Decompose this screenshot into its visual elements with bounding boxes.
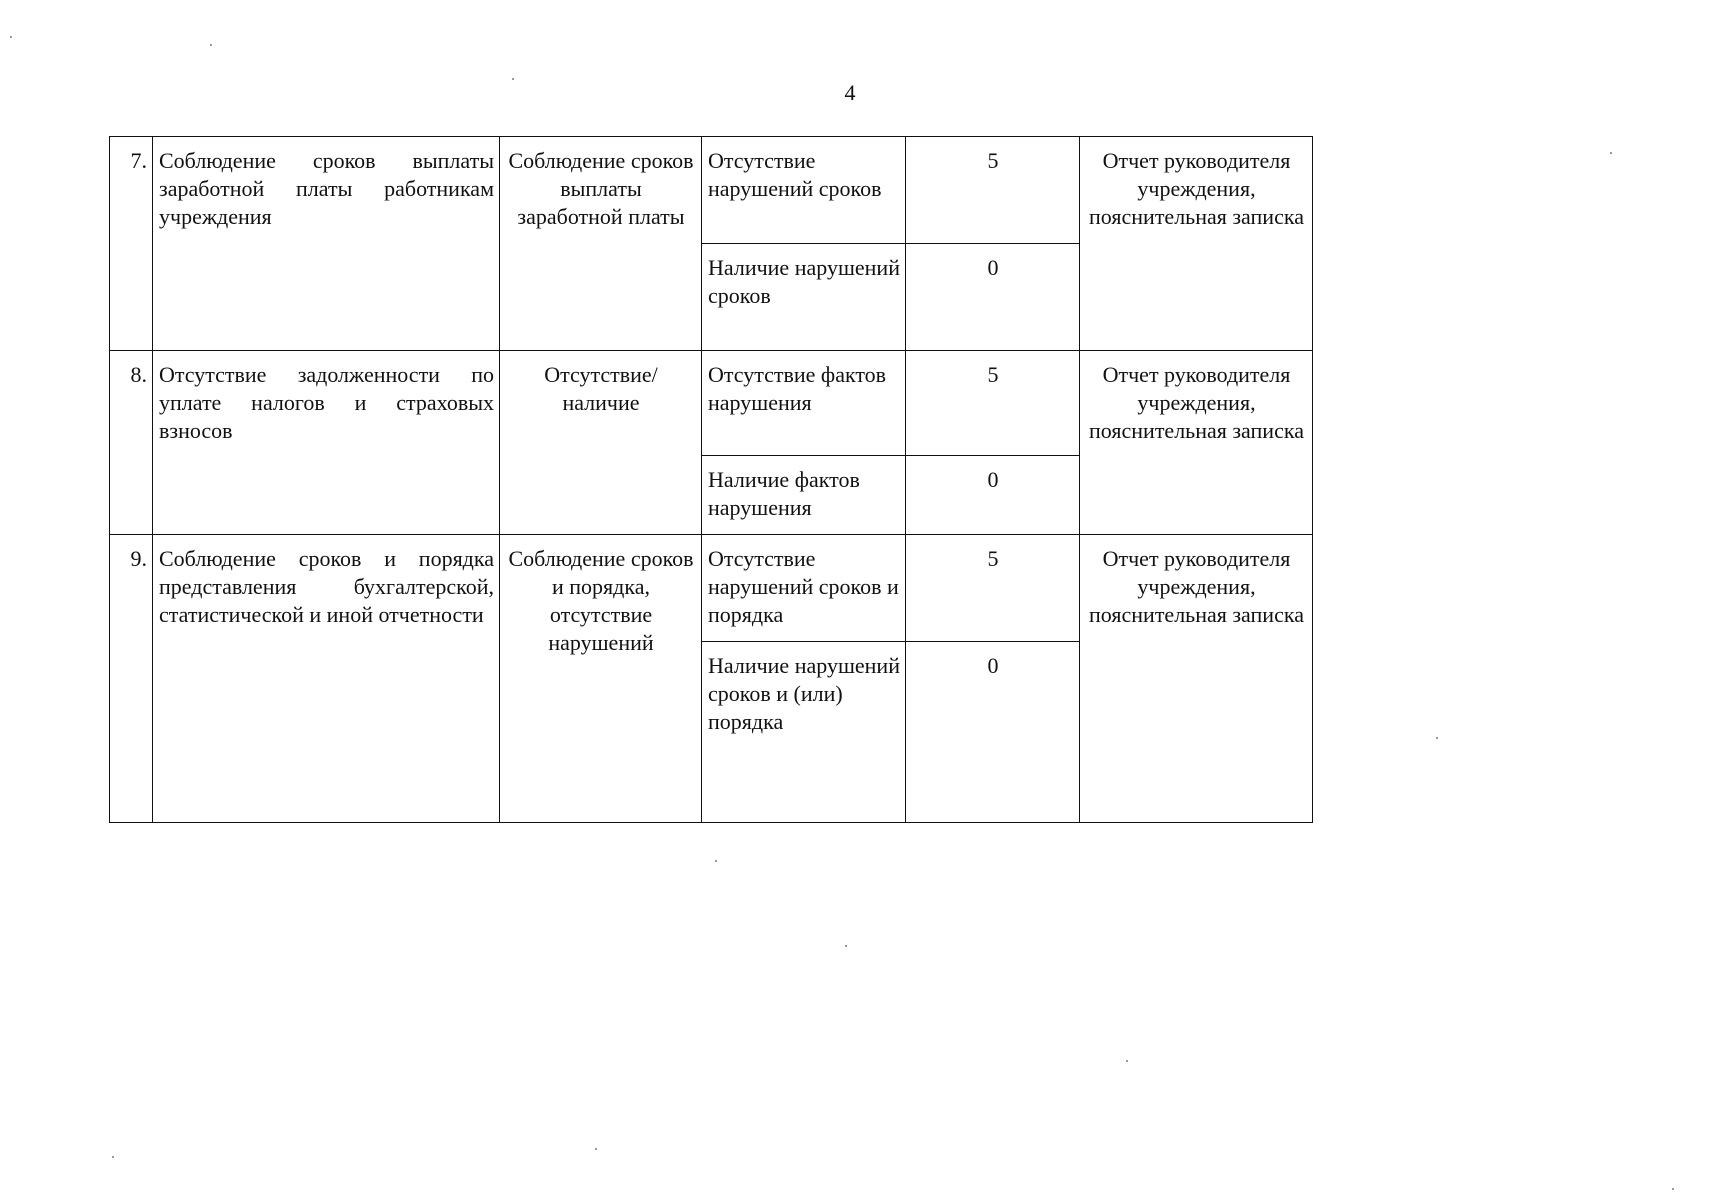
- criterion-cell: Соблюдение сроков и порядка, отсутствие нарушений: [500, 535, 702, 823]
- table-row: [110, 137, 1313, 244]
- indicator-cell: Соблюдение сроков выплаты заработной платы работникам учреждения: [153, 137, 500, 351]
- score-cell: 5: [906, 351, 1080, 456]
- row-number: 7.: [110, 137, 153, 351]
- source-cell: Отчет руководителя учреждения, пояснительная записка: [1080, 535, 1313, 823]
- scan-speck: [1610, 152, 1612, 154]
- scan-speck: [845, 945, 847, 947]
- condition-cell: Наличие фактов нарушения: [702, 456, 906, 535]
- scan-speck: [715, 860, 717, 862]
- scan-speck: [595, 1148, 597, 1150]
- criterion-cell: Соблюдение сроков выплаты заработной платы: [500, 137, 702, 351]
- scan-speck: [10, 36, 12, 38]
- score-cell: 5: [906, 137, 1080, 244]
- condition-cell: Отсутствие нарушений сроков: [702, 137, 906, 244]
- score-cell: 5: [906, 535, 1080, 642]
- scan-speck: [512, 78, 514, 80]
- condition-cell: Наличие нарушений сроков и (или) порядка: [702, 642, 906, 823]
- source-cell: Отчет руководителя учреждения, пояснительная записка: [1080, 137, 1313, 351]
- score-cell: 0: [906, 456, 1080, 535]
- criteria-table: [109, 136, 1313, 823]
- condition-cell: Отсутствие фактов нарушения: [702, 351, 906, 456]
- table-row: [110, 351, 1313, 456]
- row-number: 8.: [110, 351, 153, 535]
- source-cell: Отчет руководителя учреждения, пояснительная записка: [1080, 351, 1313, 535]
- scan-speck: [1126, 1060, 1128, 1062]
- score-cell: 0: [906, 642, 1080, 823]
- scan-speck: [210, 44, 212, 46]
- score-cell: 0: [906, 244, 1080, 351]
- page-number: 4: [844, 80, 856, 105]
- scan-speck: [1672, 1188, 1674, 1190]
- scan-speck: [112, 1156, 114, 1158]
- condition-cell: Отсутствие нарушений сроков и порядка: [702, 535, 906, 642]
- indicator-cell: Соблюдение сроков и порядка представления бухгалтерской, статистической и иной отчетности: [153, 535, 500, 823]
- criterion-cell: Отсутствие/ наличие: [500, 351, 702, 535]
- row-number: 9.: [110, 535, 153, 823]
- indicator-cell: Отсутствие задолженности по уплате налогов и страховых взносов: [153, 351, 500, 535]
- scan-speck: [1436, 737, 1438, 739]
- table-row: [110, 535, 1313, 642]
- condition-cell: Наличие нарушений сроков: [702, 244, 906, 351]
